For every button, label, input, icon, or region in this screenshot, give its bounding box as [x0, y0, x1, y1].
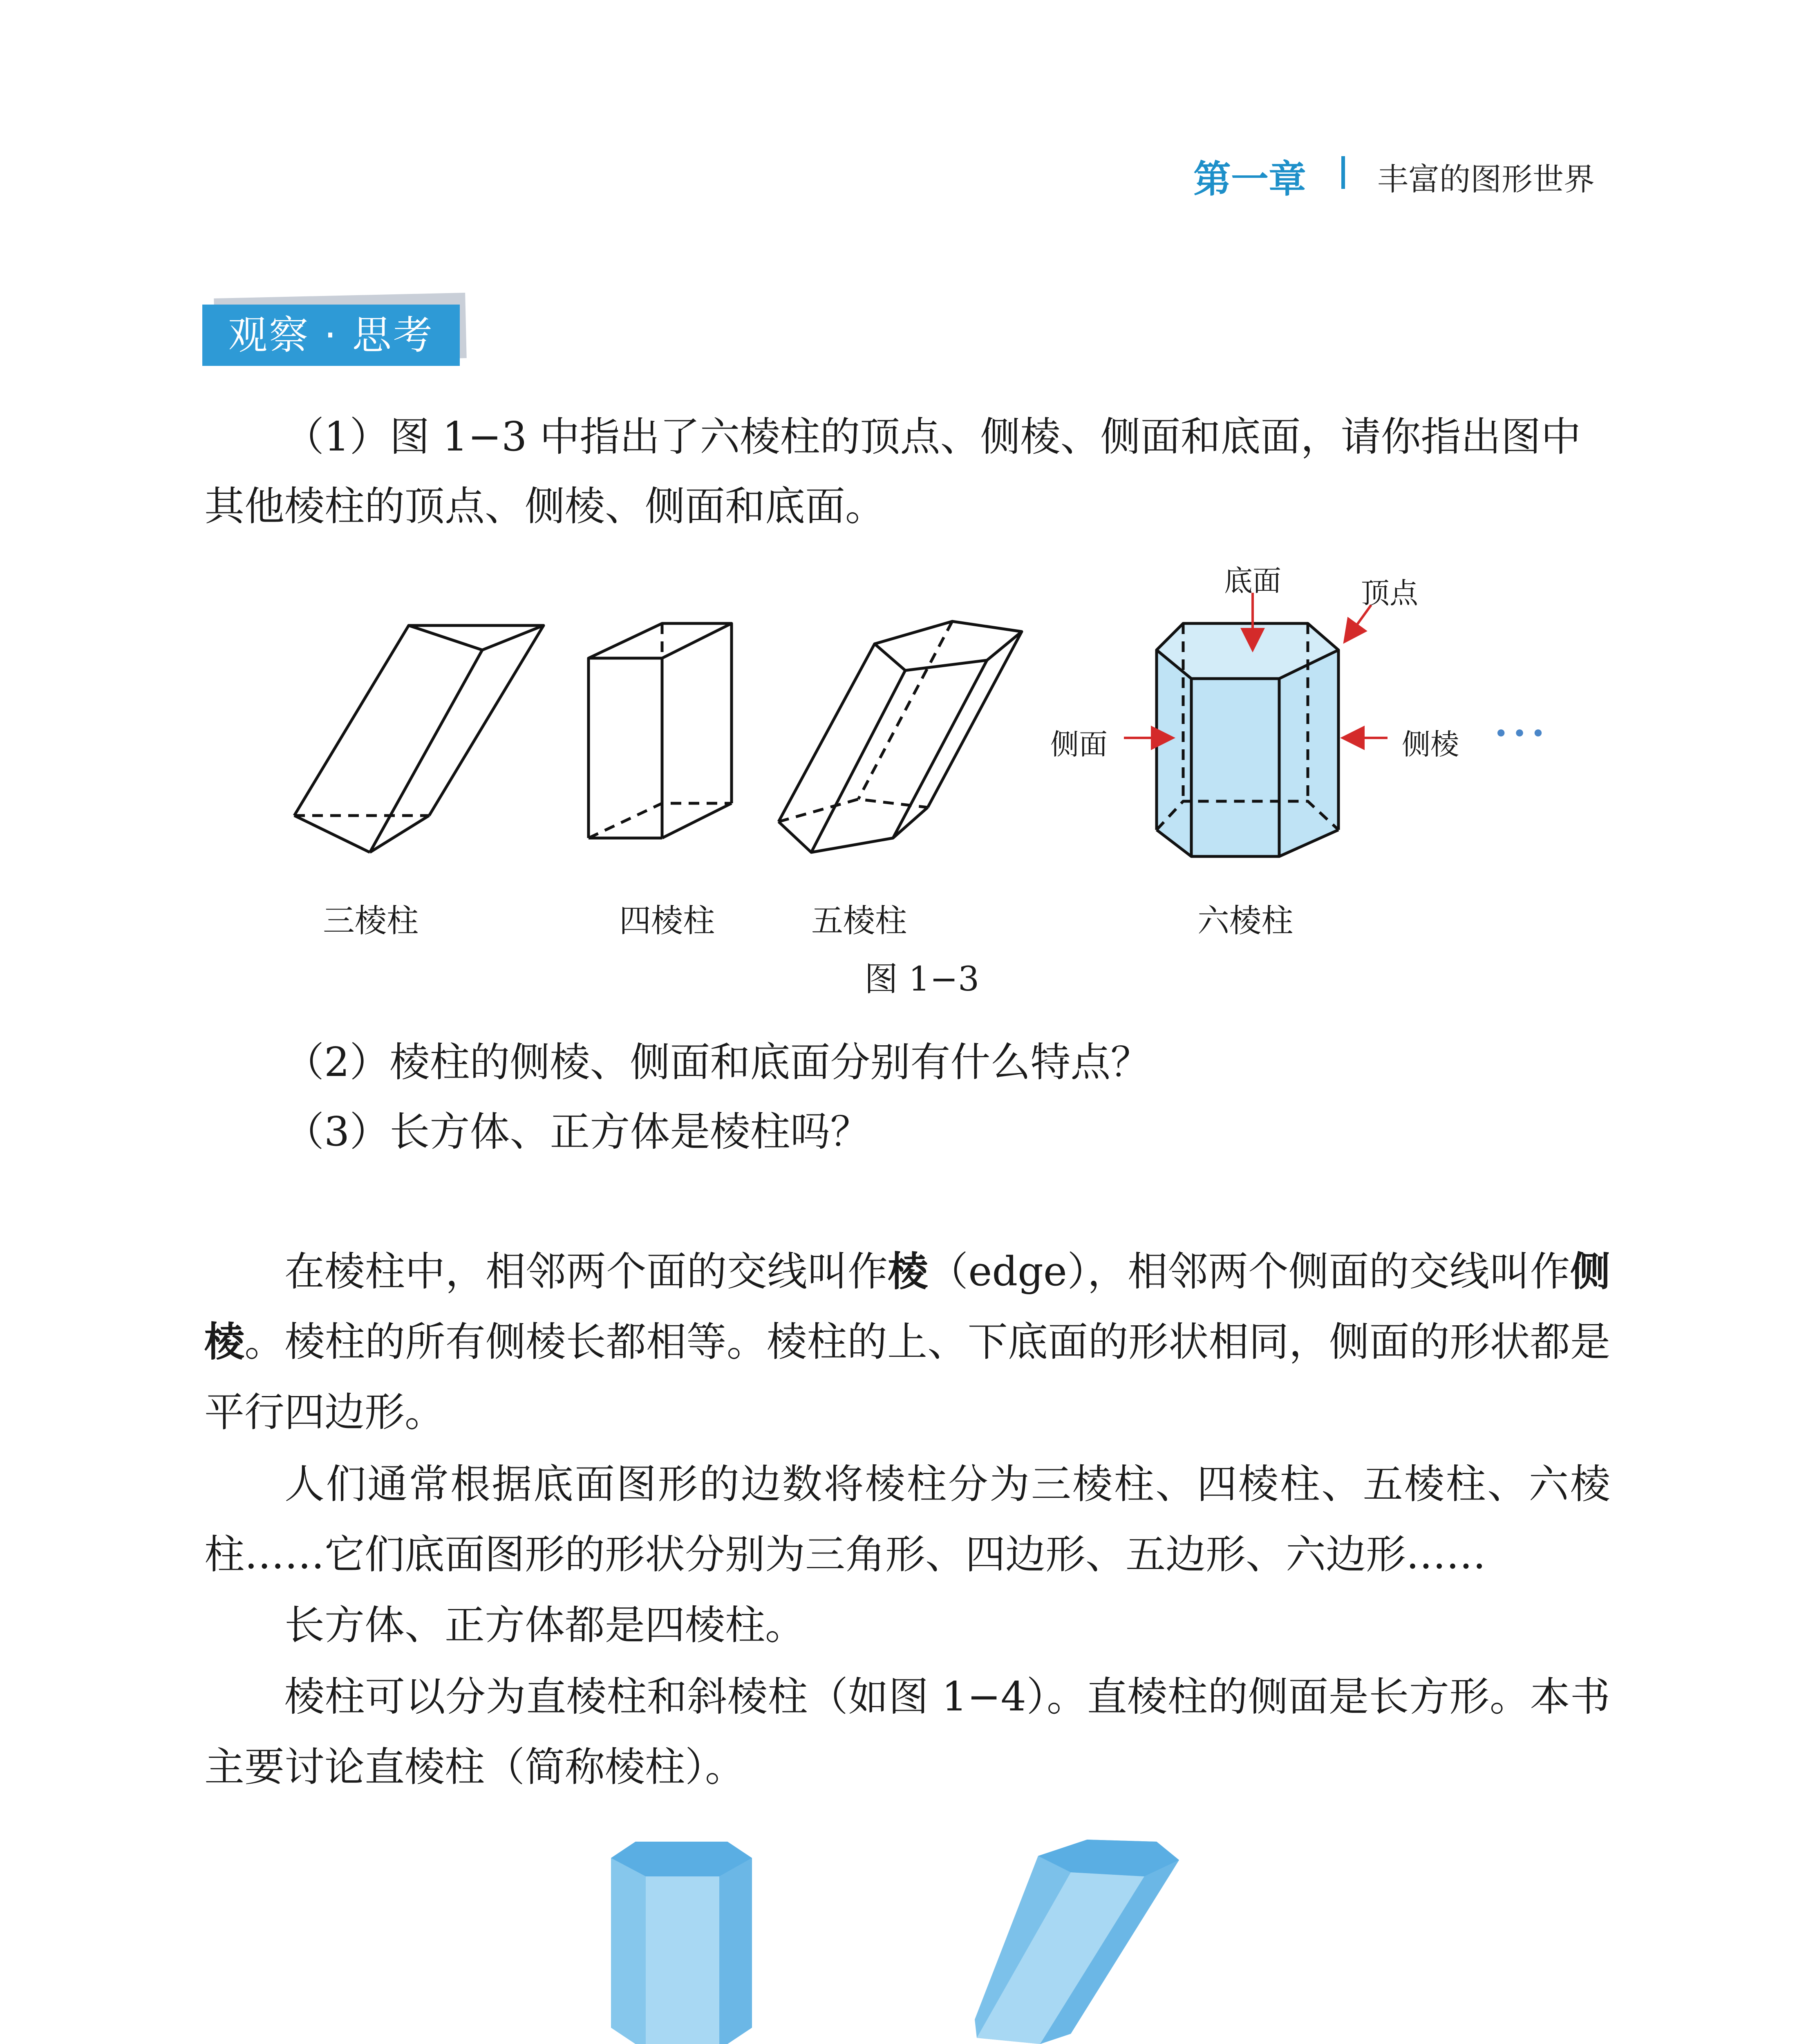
annotation-lateral-face: 侧面 [1050, 728, 1108, 761]
question-3: （3）长方体、正方体是棱柱吗？ [284, 1109, 871, 1155]
chapter-subtitle: 丰富的图形世界 [1377, 161, 1595, 197]
annotation-vertex: 顶点 [1361, 576, 1418, 610]
annotation-lateral-edge: 侧棱 [1402, 728, 1459, 761]
paragraph-right-oblique: 棱柱可以分为直棱柱和斜棱柱（如图 1−4）。直棱柱的侧面是长方形。本书主要讨论直棱柱（简称棱柱）。 [204, 1674, 1610, 1791]
label-triangular-prism: 三棱柱 [323, 903, 419, 939]
question-1-line-2: 其他棱柱的顶点、侧棱、侧面和底面。 [204, 483, 886, 530]
paragraph-classification: 人们通常根据底面图形的边数将棱柱分为三棱柱、四棱柱、五棱柱、六棱柱……它们底面图形的形状分别为三角形、四边形、五边形、六边形…… [204, 1461, 1610, 1578]
paragraph-definitions: 在棱柱中，相邻两个面的交线叫作棱（edge），相邻两个侧面的交线叫作侧棱。棱柱的所有侧棱长都相等。棱柱的上、下底面的形状相同，侧面的形状都是平行四边形。 [204, 1248, 1610, 1436]
question-1-line-1: （1）图 1−3 中指出了六棱柱的顶点、侧棱、侧面和底面，请你指出图中 [284, 414, 1581, 460]
paragraph-cuboid: 长方体、正方体都是四棱柱。 [284, 1602, 806, 1649]
chapter-title: 第一章 [1193, 157, 1307, 201]
right-prism [611, 1842, 752, 2044]
term-lateral-edge: 侧棱 [204, 1248, 1610, 1365]
annotation-base: 底面 [1224, 564, 1281, 598]
ellipsis-dots: ••• [1494, 719, 1550, 748]
label-pentagonal-prism: 五棱柱 [811, 903, 907, 939]
oblique-prism [975, 1840, 1179, 2044]
term-edge: 棱 [888, 1248, 928, 1295]
label-hexagonal-prism: 六棱柱 [1197, 903, 1294, 939]
section-label-text: 观察 · 思考 [228, 312, 434, 358]
label-quadrangular-prism: 四棱柱 [619, 903, 715, 939]
question-2: （2）棱柱的侧棱、侧面和底面分别有什么特点？ [284, 1039, 1151, 1086]
figure-1-3-caption: 图 1−3 [864, 960, 980, 999]
